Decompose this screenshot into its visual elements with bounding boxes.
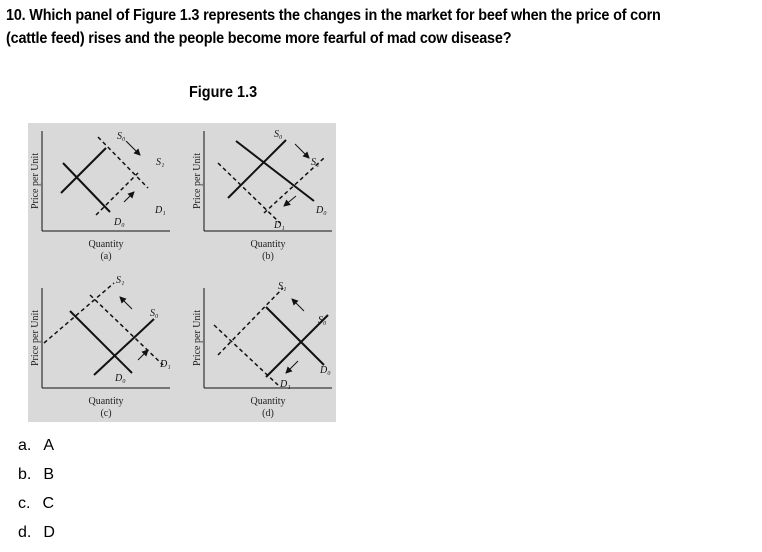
answer-options — [18, 436, 55, 552]
option-a[interactable] — [18, 436, 55, 465]
question-line-1: 10. Which panel of Figure 1.3 represents the changes in the market for beef when the price of corn — [6, 7, 661, 24]
panel-c-label-d1: D₁ — [160, 359, 171, 370]
option-c-text: C — [42, 495, 55, 512]
panel-c-label-d0: D₀ — [115, 373, 126, 384]
panel-b-label-d1: D₁ — [274, 220, 285, 231]
panel-a-label-d1: D₁ — [155, 205, 166, 216]
panel-b-label-s0: S₀ — [274, 129, 283, 140]
panel-d-y-label: Price per Unit — [192, 309, 203, 367]
panel-c-label-s0: S₀ — [150, 308, 159, 319]
option-b-letter: b. — [18, 466, 32, 483]
panel-c-label-s1: S₁ — [116, 275, 125, 286]
option-b-text: B — [43, 466, 55, 483]
question-text — [6, 4, 705, 50]
option-a-letter: a. — [18, 437, 32, 454]
panel-c-x-label: Quantity — [88, 396, 124, 407]
panel-d-caption: (d) — [262, 408, 274, 419]
option-a-text: A — [43, 437, 55, 454]
option-d[interactable] — [18, 523, 55, 552]
panel-d-label-d0: D₀ — [320, 365, 331, 376]
panel-b-x-label: Quantity — [250, 239, 286, 250]
panel-c-caption: (c) — [100, 408, 112, 419]
panel-a-label-s0: S₀ — [117, 131, 126, 142]
panel-b-label-s1: S₁ — [311, 157, 320, 168]
figure-background — [28, 123, 336, 422]
option-d-letter: d. — [18, 524, 32, 541]
panel-b-label-d0: D₀ — [316, 205, 327, 216]
option-c[interactable] — [18, 494, 55, 523]
question-line-2: (cattle feed) rises and the people become more fearful of mad cow disease? — [6, 30, 512, 47]
panel-c-y-label: Price per Unit — [30, 309, 41, 367]
option-d-text: D — [43, 524, 55, 541]
panel-a-label-d0: D₀ — [114, 217, 125, 228]
panel-b-caption: (b) — [262, 251, 274, 262]
option-c-letter: c. — [18, 495, 31, 512]
figure-title: Figure 1.3 — [189, 84, 258, 101]
figure-1-3 — [28, 123, 336, 422]
panel-a-y-label: Price per Unit — [30, 152, 41, 210]
panel-d-label-s0: S₀ — [318, 315, 327, 326]
panel-a-label-s1: S₁ — [156, 157, 165, 168]
figure-svg — [28, 123, 336, 422]
option-b[interactable] — [18, 465, 55, 494]
panel-a-caption: (a) — [100, 251, 112, 262]
panel-d-x-label: Quantity — [250, 396, 286, 407]
panel-b-y-label: Price per Unit — [192, 152, 203, 210]
panel-d-label-s1: S₁ — [278, 281, 287, 292]
panel-a-x-label: Quantity — [88, 239, 124, 250]
panel-d-label-d1: D₁ — [280, 379, 291, 390]
